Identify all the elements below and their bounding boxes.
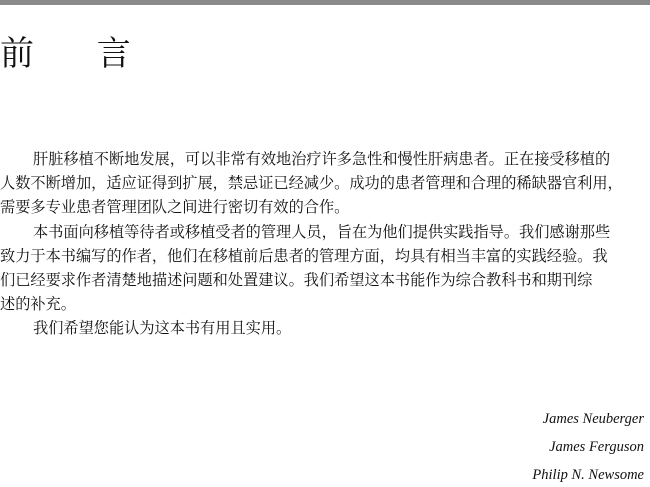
text-line: 需要多专业患者管理团队之间进行密切有效的合作。 <box>0 198 350 217</box>
page-title: 前 言 <box>0 34 157 74</box>
top-border <box>0 0 650 5</box>
preface-body <box>0 147 650 341</box>
paragraph-3 <box>0 316 650 340</box>
text-line: 人数不断增加，适应证得到扩展，禁忌证已经减少。成功的患者管理和合理的稀缺器官利用， <box>0 174 623 193</box>
author-name: Philip N. Newsome <box>532 467 644 483</box>
text-line: 本书面向移植等待者或移植受者的管理人员，旨在为他们提供实践指导。我们感谢那些 <box>33 222 611 241</box>
author-signatures <box>532 405 644 487</box>
text-line: 我们希望您能认为这本书有用且实用。 <box>33 319 292 338</box>
text-line: 述的补充。 <box>0 295 76 314</box>
author-name: James Neuberger <box>542 411 644 427</box>
text-line: 肝脏移植不断地发展，可以非常有效地治疗许多急性和慢性肝病患者。正在接受移植的 <box>33 150 611 168</box>
paragraph-2 <box>0 220 650 317</box>
paragraph-1 <box>0 147 650 220</box>
author-name: James Ferguson <box>549 439 644 455</box>
text-line: 们已经要求作者清楚地描述问题和处置建议。我们希望这本书能作为综合教科书和期刊综 <box>0 271 593 290</box>
text-line: 致力于本书编写的作者，他们在移植前后患者的管理方面，均具有相当丰富的实践经验。我 <box>0 246 608 265</box>
